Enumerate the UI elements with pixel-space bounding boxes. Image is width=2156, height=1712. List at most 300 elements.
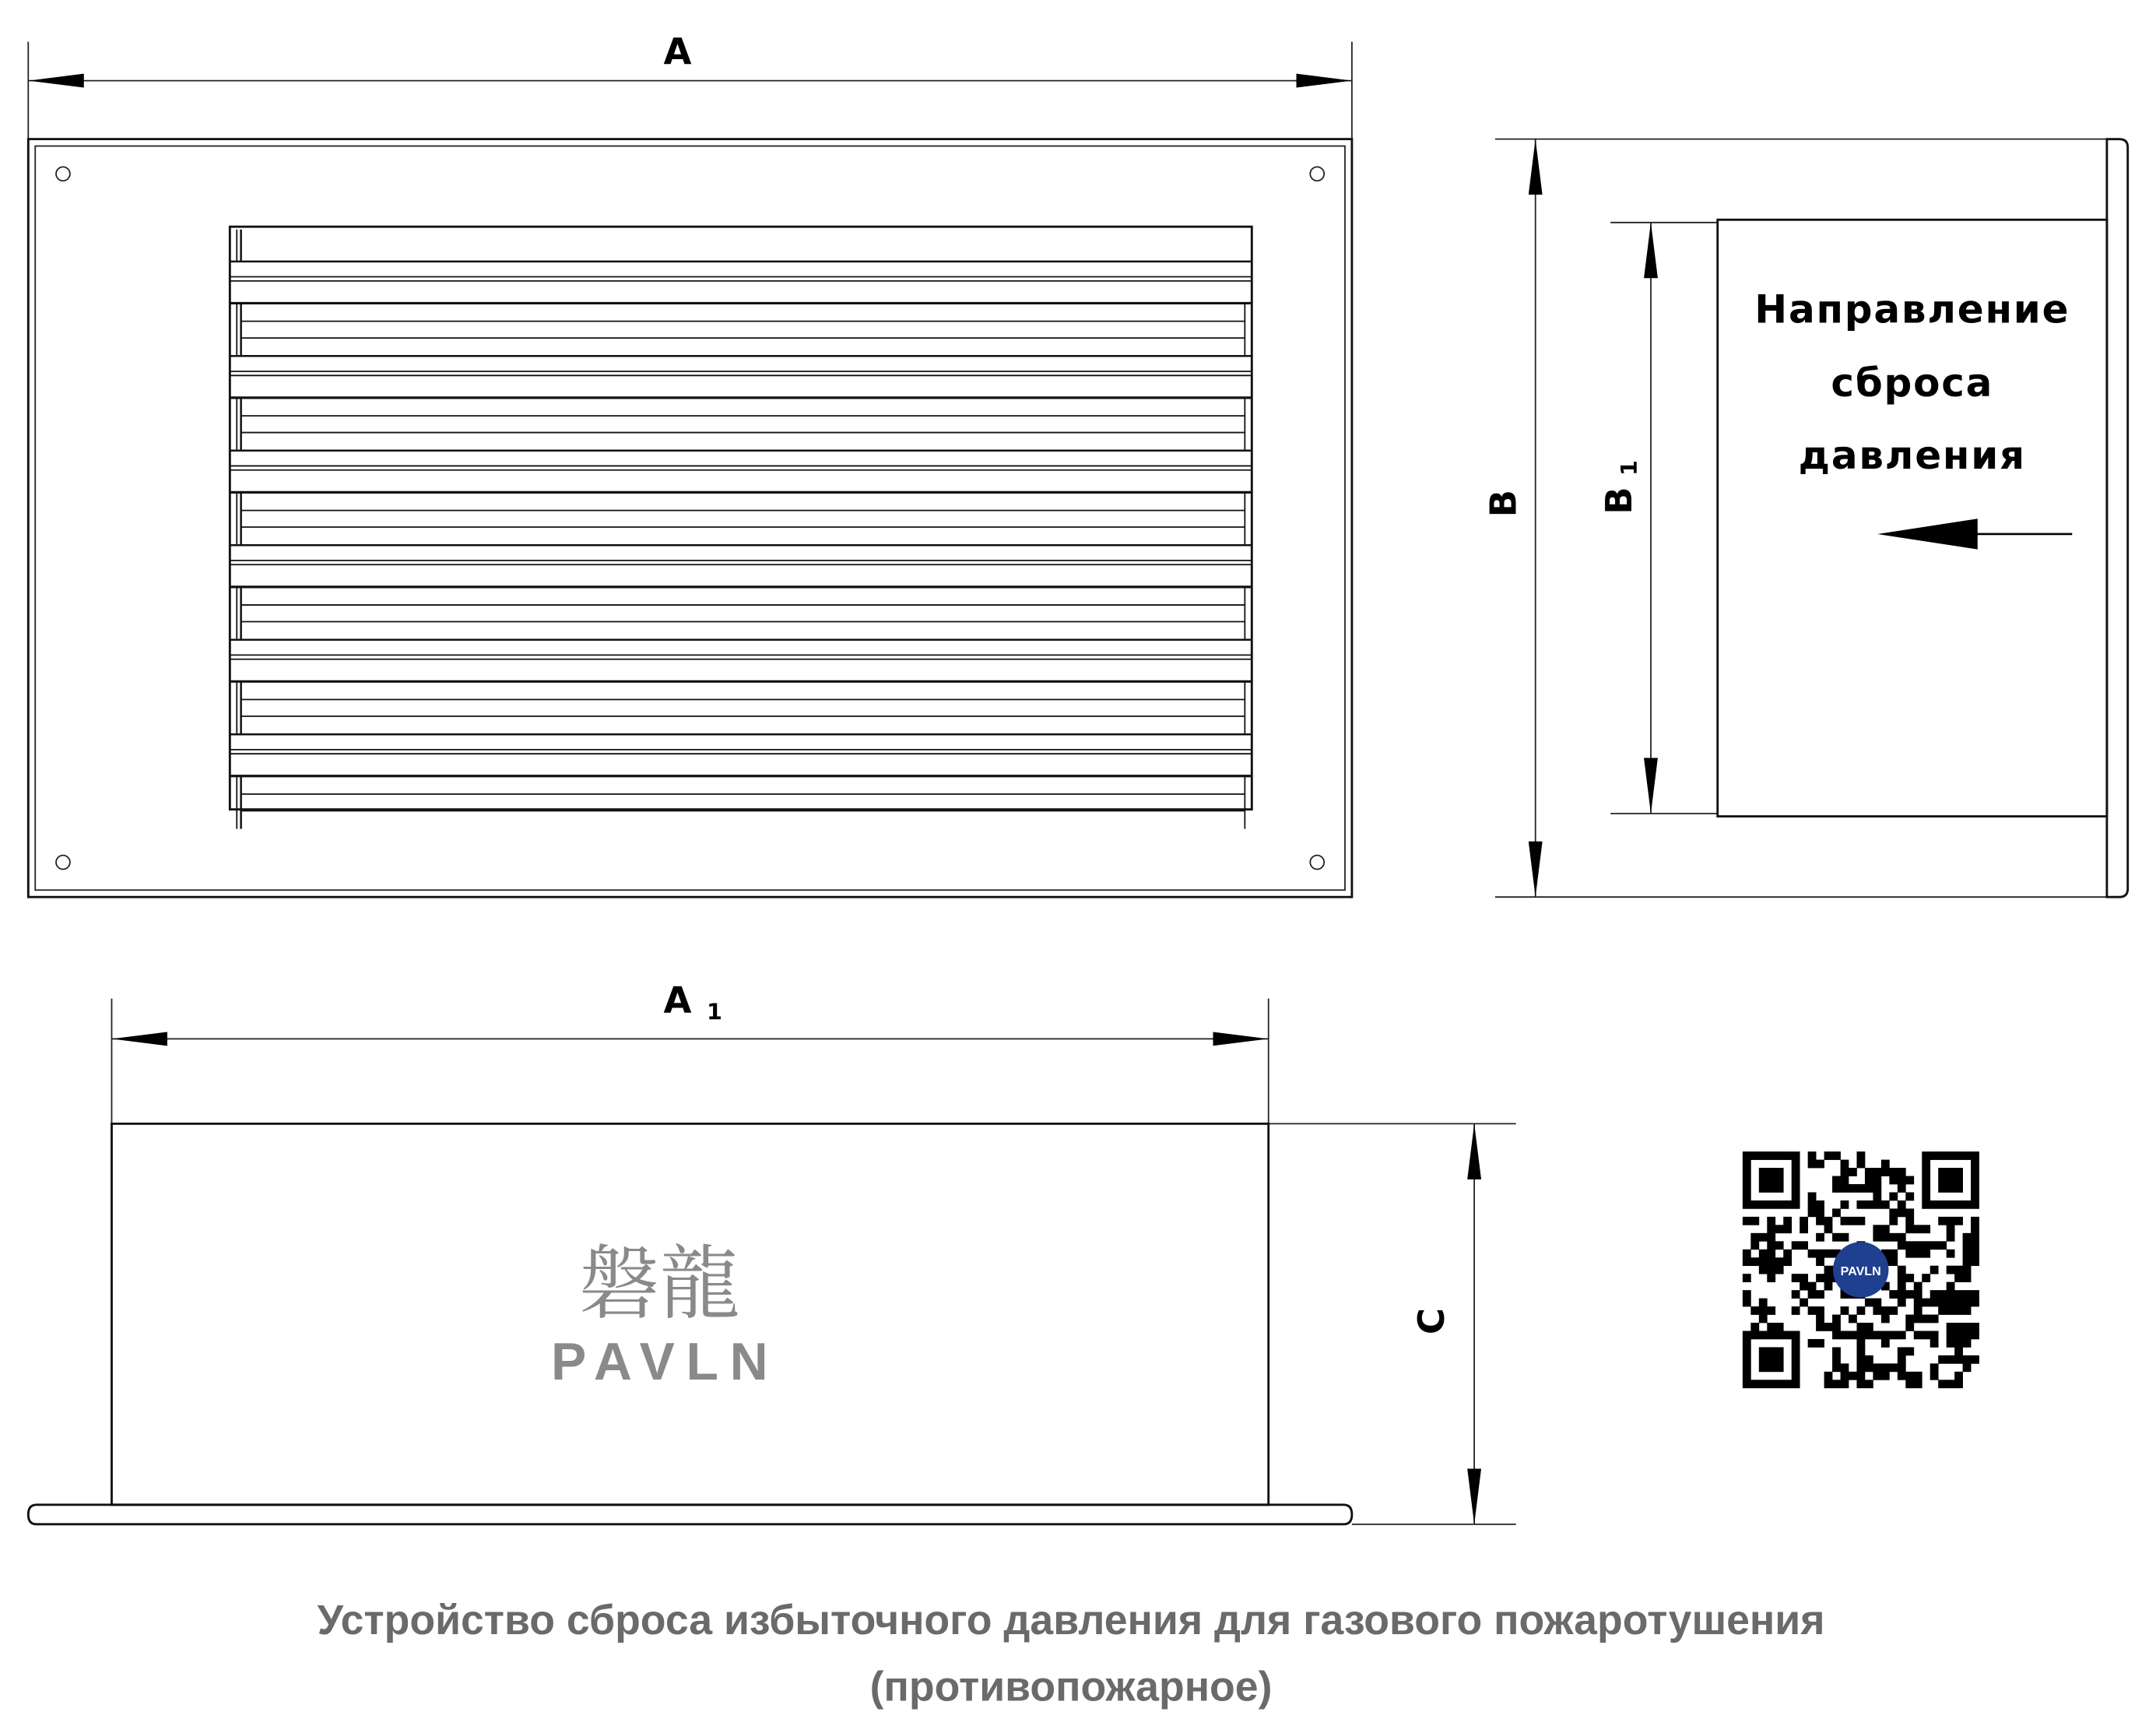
qr-module — [1775, 1257, 1784, 1266]
qr-module — [1800, 1299, 1808, 1307]
qr-module — [1759, 1168, 1768, 1176]
qr-module — [1824, 1217, 1833, 1225]
qr-module — [1922, 1315, 1930, 1324]
qr-module — [1914, 1225, 1922, 1233]
qr-module — [1783, 1257, 1792, 1266]
qr-module — [1898, 1363, 1906, 1372]
qr-module — [1767, 1274, 1775, 1282]
qr-module — [1856, 1151, 1865, 1160]
qr-module — [1881, 1168, 1890, 1176]
screw-hole — [56, 856, 70, 870]
qr-module — [1750, 1323, 1759, 1331]
qr-module — [1808, 1306, 1817, 1315]
screw-hole — [56, 167, 70, 181]
qr-module — [1750, 1201, 1759, 1209]
qr-module — [1832, 1208, 1841, 1217]
qr-module — [1954, 1339, 1963, 1348]
qr-module — [1750, 1151, 1759, 1160]
qr-module — [1947, 1233, 1955, 1242]
qr-module — [1971, 1233, 1979, 1242]
qr-module — [1963, 1331, 1972, 1339]
qr-module — [1800, 1274, 1808, 1282]
qr-module — [1759, 1380, 1768, 1388]
qr-module — [1767, 1225, 1775, 1233]
qr-module — [1954, 1372, 1963, 1380]
qr-module — [1832, 1355, 1841, 1364]
qr-module — [1824, 1323, 1833, 1331]
qr-module — [1808, 1282, 1817, 1291]
qr-module — [1938, 1168, 1947, 1176]
dimension-label-b: B — [1482, 489, 1525, 518]
qr-module — [1905, 1176, 1914, 1185]
qr-module — [1898, 1208, 1906, 1217]
qr-module — [1816, 1290, 1824, 1299]
qr-module — [1816, 1315, 1824, 1324]
qr-module — [1792, 1184, 1800, 1193]
qr-module — [1759, 1347, 1768, 1355]
qr-module — [1938, 1241, 1947, 1250]
qr-module — [1743, 1274, 1751, 1282]
qr-module — [1914, 1241, 1922, 1250]
qr-module — [1873, 1192, 1881, 1201]
qr-module — [1849, 1331, 1857, 1339]
qr-module — [1905, 1315, 1914, 1324]
qr-module — [1898, 1168, 1906, 1176]
qr-module — [1856, 1363, 1865, 1372]
qr-module — [1808, 1208, 1817, 1217]
qr-module — [1930, 1363, 1939, 1372]
qr-module — [1775, 1241, 1784, 1250]
direction-text-line-2: сброса — [1831, 360, 1994, 406]
qr-module — [1889, 1217, 1898, 1225]
qr-module — [1767, 1331, 1775, 1339]
qr-module — [1881, 1225, 1890, 1233]
qr-module — [1775, 1225, 1784, 1233]
qr-module — [1759, 1363, 1768, 1372]
qr-module — [1889, 1250, 1898, 1258]
qr-module — [1914, 1315, 1922, 1324]
qr-module — [1750, 1380, 1759, 1388]
qr-module — [1930, 1241, 1939, 1250]
qr-module — [1865, 1323, 1873, 1331]
qr-module — [1808, 1339, 1817, 1348]
qr-module — [1881, 1233, 1890, 1242]
qr-module — [1743, 1347, 1751, 1355]
qr-module — [1914, 1299, 1922, 1307]
qr-module — [1954, 1323, 1963, 1331]
qr-module — [1881, 1315, 1890, 1324]
qr-module — [1775, 1184, 1784, 1193]
qr-module — [1792, 1363, 1800, 1372]
qr-module — [1743, 1380, 1751, 1388]
qr-module — [1963, 1233, 1972, 1242]
qr-module — [1743, 1168, 1751, 1176]
qr-module — [1743, 1290, 1751, 1299]
qr-module — [1775, 1363, 1784, 1372]
qr-module — [1808, 1201, 1817, 1209]
qr-module — [1963, 1250, 1972, 1258]
qr-module — [1767, 1250, 1775, 1258]
qr-module — [1954, 1306, 1963, 1315]
qr-module — [1759, 1184, 1768, 1193]
qr-module — [1873, 1225, 1881, 1233]
qr-module — [1824, 1151, 1833, 1160]
qr-module — [1865, 1355, 1873, 1364]
qr-module — [1947, 1151, 1955, 1160]
qr-module — [1947, 1201, 1955, 1209]
qr-module — [1881, 1363, 1890, 1372]
qr-module — [1792, 1176, 1800, 1185]
qr-module — [1750, 1257, 1759, 1266]
dimension-label-c: C — [1410, 1307, 1452, 1335]
qr-module — [1841, 1372, 1849, 1380]
screw-hole — [1310, 856, 1324, 870]
qr-module — [1971, 1355, 1979, 1364]
louver-grille — [230, 227, 1252, 809]
qr-code — [1743, 1151, 1979, 1388]
qr-module — [1914, 1290, 1922, 1299]
qr-module — [1898, 1241, 1906, 1250]
qr-module — [1947, 1380, 1955, 1388]
qr-module — [1832, 1184, 1841, 1193]
qr-module — [1816, 1306, 1824, 1315]
qr-module — [1759, 1355, 1768, 1364]
qr-module — [1914, 1306, 1922, 1315]
qr-module — [1954, 1355, 1963, 1364]
qr-module — [1865, 1201, 1873, 1209]
qr-module — [1775, 1347, 1784, 1355]
qr-module — [1971, 1201, 1979, 1209]
qr-module — [1750, 1331, 1759, 1339]
qr-module — [1856, 1217, 1865, 1225]
qr-module — [1938, 1201, 1947, 1209]
qr-module — [1963, 1257, 1972, 1266]
qr-module — [1905, 1372, 1914, 1380]
qr-module — [1971, 1184, 1979, 1193]
qr-module — [1898, 1347, 1906, 1355]
qr-module — [1930, 1331, 1939, 1339]
qr-module — [1930, 1290, 1939, 1299]
qr-module — [1947, 1225, 1955, 1233]
qr-module — [1856, 1201, 1865, 1209]
qr-module — [1873, 1176, 1881, 1185]
qr-module — [1775, 1355, 1784, 1364]
qr-module — [1816, 1233, 1824, 1242]
qr-module — [1898, 1176, 1906, 1185]
qr-module — [1792, 1355, 1800, 1364]
qr-module — [1767, 1355, 1775, 1364]
qr-module — [1824, 1225, 1833, 1233]
bottom-flange — [28, 1505, 1352, 1524]
qr-module — [1963, 1241, 1972, 1250]
qr-module — [1865, 1331, 1873, 1339]
qr-module — [1849, 1315, 1857, 1324]
qr-module — [1971, 1160, 1979, 1169]
qr-module — [1938, 1299, 1947, 1307]
screw-hole — [1310, 167, 1324, 181]
qr-module — [1841, 1380, 1849, 1388]
qr-module — [1743, 1372, 1751, 1380]
qr-module — [1832, 1331, 1841, 1339]
qr-module — [1971, 1225, 1979, 1233]
qr-module — [1905, 1217, 1914, 1225]
qr-module — [1767, 1347, 1775, 1355]
qr-module — [1824, 1282, 1833, 1291]
qr-module — [1889, 1208, 1898, 1217]
qr-module — [1750, 1233, 1759, 1242]
qr-module — [1759, 1176, 1768, 1185]
qr-module — [1832, 1347, 1841, 1355]
qr-module — [1938, 1355, 1947, 1364]
qr-module — [1954, 1274, 1963, 1282]
qr-module — [1856, 1160, 1865, 1169]
logo-chinese: 磐龍 — [578, 1237, 740, 1331]
qr-module — [1832, 1315, 1841, 1324]
qr-module — [1783, 1225, 1792, 1233]
qr-module — [1759, 1306, 1768, 1315]
qr-module — [1816, 1201, 1824, 1209]
qr-module — [1783, 1151, 1792, 1160]
qr-module — [1971, 1257, 1979, 1266]
qr-module — [1849, 1168, 1857, 1176]
qr-module — [1808, 1151, 1817, 1160]
qr-module — [1759, 1151, 1768, 1160]
qr-module — [1759, 1266, 1768, 1274]
qr-module — [1898, 1290, 1906, 1299]
qr-module — [1841, 1306, 1849, 1315]
qr-module — [1873, 1331, 1881, 1339]
qr-module — [1865, 1380, 1873, 1388]
qr-module — [1743, 1201, 1751, 1209]
qr-module — [1792, 1192, 1800, 1201]
qr-module — [1800, 1217, 1808, 1225]
qr-module — [1856, 1355, 1865, 1364]
dimension-label-a1-subscript: 1 — [707, 998, 722, 1025]
qr-module — [1922, 1225, 1930, 1233]
qr-module — [1759, 1299, 1768, 1307]
qr-module — [1783, 1380, 1792, 1388]
qr-module — [1743, 1299, 1751, 1307]
side-flange — [2107, 139, 2128, 898]
qr-module — [1938, 1176, 1947, 1185]
qr-module — [1816, 1250, 1824, 1258]
qr-module — [1816, 1323, 1824, 1331]
qr-module — [1816, 1274, 1824, 1282]
qr-module — [1971, 1168, 1979, 1176]
qr-module — [1873, 1201, 1881, 1209]
qr-module — [1873, 1372, 1881, 1380]
qr-module — [1898, 1331, 1906, 1339]
qr-module — [1832, 1323, 1841, 1331]
qr-module — [1938, 1217, 1947, 1225]
qr-module — [1954, 1151, 1963, 1160]
qr-module — [1963, 1299, 1972, 1307]
qr-module — [1881, 1339, 1890, 1348]
qr-module — [1889, 1306, 1898, 1315]
qr-module — [1971, 1151, 1979, 1160]
qr-module — [1963, 1363, 1972, 1372]
qr-module — [1841, 1217, 1849, 1225]
qr-module — [1963, 1290, 1972, 1299]
qr-module — [1759, 1331, 1768, 1339]
qr-module — [1767, 1184, 1775, 1193]
qr-module — [1856, 1372, 1865, 1380]
qr-module — [1905, 1274, 1914, 1282]
qr-module — [1824, 1274, 1833, 1282]
qr-module — [1873, 1168, 1881, 1176]
qr-module — [1841, 1184, 1849, 1193]
qr-module — [1743, 1192, 1751, 1201]
qr-module — [1954, 1184, 1963, 1193]
qr-module — [1914, 1331, 1922, 1339]
direction-text-line-3: давления — [1798, 433, 2026, 479]
qr-module — [1930, 1339, 1939, 1348]
dimension-label-a1: A — [663, 979, 692, 1021]
qr-module — [1808, 1192, 1817, 1201]
qr-module — [1889, 1363, 1898, 1372]
qr-module — [1759, 1233, 1768, 1242]
qr-module — [1905, 1323, 1914, 1331]
qr-module — [1841, 1168, 1849, 1176]
dimension-label-b1: B — [1597, 487, 1640, 515]
qr-module — [1905, 1250, 1914, 1258]
qr-module — [1841, 1233, 1849, 1242]
qr-module — [1971, 1290, 1979, 1299]
qr-module — [1865, 1176, 1873, 1185]
qr-module — [1743, 1184, 1751, 1193]
qr-module — [1881, 1201, 1890, 1209]
qr-module — [1922, 1176, 1930, 1185]
qr-module — [1792, 1380, 1800, 1388]
qr-module — [1832, 1380, 1841, 1388]
qr-module — [1914, 1380, 1922, 1388]
qr-module — [1767, 1233, 1775, 1242]
qr-module — [1775, 1380, 1784, 1388]
qr-module — [1971, 1241, 1979, 1250]
qr-module — [1889, 1290, 1898, 1299]
qr-module — [1856, 1331, 1865, 1339]
qr-module — [1947, 1323, 1955, 1331]
qr-module — [1800, 1282, 1808, 1291]
qr-module — [1954, 1266, 1963, 1274]
qr-module — [1947, 1306, 1955, 1315]
qr-module — [1971, 1176, 1979, 1185]
qr-module — [1808, 1290, 1817, 1299]
qr-module — [1954, 1380, 1963, 1388]
qr-module — [1832, 1363, 1841, 1372]
qr-module — [1963, 1306, 1972, 1315]
qr-module — [1889, 1176, 1898, 1185]
qr-module — [1792, 1151, 1800, 1160]
qr-module — [1767, 1257, 1775, 1266]
caption-line-1: Устройство сброса избыточного давления для газового пожаротушения — [317, 1596, 1825, 1643]
qr-module — [1971, 1331, 1979, 1339]
qr-module — [1750, 1241, 1759, 1250]
qr-module — [1873, 1363, 1881, 1372]
qr-module — [1905, 1290, 1914, 1299]
qr-module — [1922, 1241, 1930, 1250]
qr-module — [1889, 1168, 1898, 1176]
qr-module — [1783, 1331, 1792, 1339]
qr-module — [1971, 1250, 1979, 1258]
qr-module — [1947, 1266, 1955, 1274]
qr-module — [1971, 1192, 1979, 1201]
qr-module — [1767, 1176, 1775, 1185]
qr-module — [1743, 1355, 1751, 1364]
qr-module — [1743, 1151, 1751, 1160]
qr-module — [1865, 1184, 1873, 1193]
qr-module — [1856, 1184, 1865, 1193]
direction-text-line-1: Направление — [1754, 287, 2070, 332]
qr-module — [1954, 1290, 1963, 1299]
qr-module — [1775, 1323, 1784, 1331]
pressure-direction-arrow-icon — [1877, 519, 2072, 549]
qr-module — [1947, 1339, 1955, 1348]
qr-module — [1898, 1184, 1906, 1193]
qr-module — [1963, 1355, 1972, 1364]
qr-module — [1889, 1257, 1898, 1266]
side-view — [1483, 139, 2128, 898]
qr-module — [1824, 1380, 1833, 1388]
qr-module — [1947, 1184, 1955, 1193]
qr-module — [1775, 1176, 1784, 1185]
qr-module — [1808, 1160, 1817, 1169]
qr-module — [1792, 1339, 1800, 1348]
qr-module — [1865, 1363, 1873, 1372]
qr-module — [1767, 1151, 1775, 1160]
qr-module — [1800, 1241, 1808, 1250]
qr-module — [1849, 1217, 1857, 1225]
qr-module — [1947, 1290, 1955, 1299]
dimension-label-a: A — [663, 30, 692, 73]
qr-module — [1922, 1160, 1930, 1169]
qr-module — [1750, 1306, 1759, 1315]
qr-module — [1914, 1250, 1922, 1258]
qr-module — [1905, 1380, 1914, 1388]
qr-module — [1930, 1372, 1939, 1380]
qr-module — [1954, 1168, 1963, 1176]
qr-module — [1743, 1250, 1751, 1258]
qr-module — [1865, 1168, 1873, 1176]
qr-module — [1792, 1241, 1800, 1250]
qr-module — [1905, 1208, 1914, 1217]
qr-module — [1792, 1290, 1800, 1299]
qr-module — [1841, 1160, 1849, 1169]
qr-module — [1947, 1331, 1955, 1339]
qr-module — [1954, 1331, 1963, 1339]
qr-module — [1832, 1233, 1841, 1242]
qr-module — [1824, 1266, 1833, 1274]
qr-module — [1856, 1323, 1865, 1331]
qr-module — [1816, 1208, 1824, 1217]
qr-module — [1938, 1380, 1947, 1388]
qr-module — [1767, 1323, 1775, 1331]
qr-module — [1792, 1306, 1800, 1315]
qr-module — [1905, 1241, 1914, 1250]
qr-module — [1922, 1151, 1930, 1160]
louver-blades — [230, 230, 1252, 829]
qr-module — [1930, 1315, 1939, 1324]
qr-module — [1922, 1299, 1930, 1307]
qr-module — [1947, 1168, 1955, 1176]
qr-module — [1905, 1225, 1914, 1233]
qr-module — [1775, 1168, 1784, 1176]
qr-module — [1792, 1160, 1800, 1169]
qr-module — [1767, 1266, 1775, 1274]
qr-module — [1816, 1257, 1824, 1266]
qr-module — [1743, 1363, 1751, 1372]
qr-module — [1898, 1372, 1906, 1380]
